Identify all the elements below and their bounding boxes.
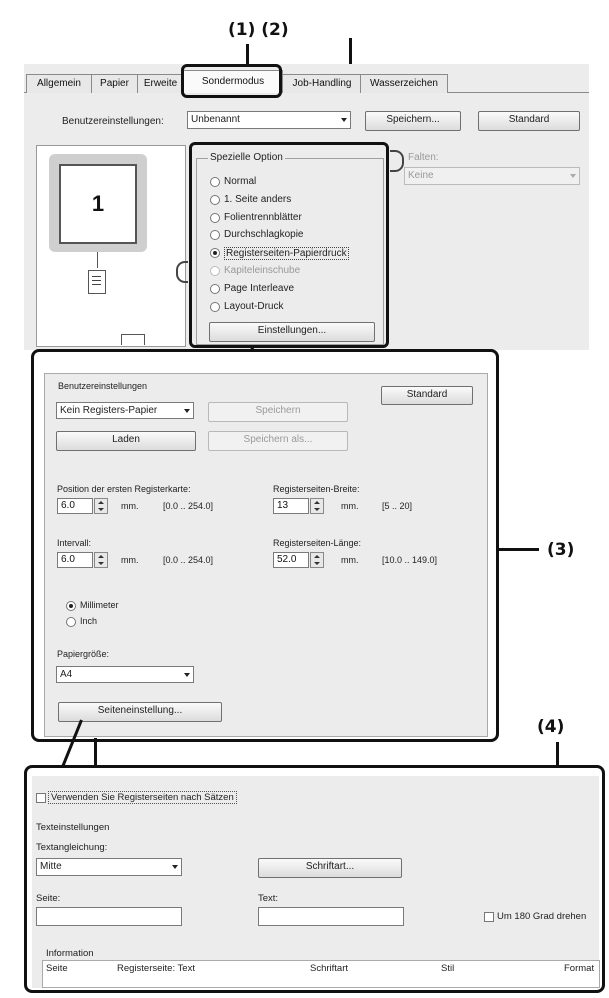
- paper-size-value: A4: [60, 669, 73, 680]
- tab-width-label: Registerseiten-Breite:: [273, 484, 360, 494]
- col-stil: Stil: [441, 963, 455, 974]
- arrow-to-kapitel: [176, 261, 188, 283]
- unit-millimeter-radio[interactable]: [66, 601, 76, 611]
- font-button[interactable]: Schriftart...: [258, 858, 402, 878]
- callout-1-2: (1) (2): [228, 20, 289, 40]
- option-chapter-inserts-radio: [210, 266, 220, 276]
- information-label: Information: [46, 948, 94, 959]
- callout-4: (4): [537, 717, 565, 737]
- rotate-label: Um 180 Grad drehen: [497, 911, 587, 922]
- paper-size-label: Papiergröße:: [57, 649, 110, 659]
- unit-inch-label: Inch: [80, 616, 98, 626]
- top-standard-button[interactable]: Standard: [478, 111, 580, 131]
- tab-standard-button[interactable]: Standard: [381, 386, 473, 405]
- text-settings-heading: Texteinstellungen: [36, 822, 110, 833]
- page-preview-sheet: [59, 164, 137, 244]
- tab-sondermodus[interactable]: Sondermodus: [183, 70, 283, 93]
- document-icon: [88, 270, 106, 294]
- interval-value: 6.0: [61, 554, 75, 565]
- first-tab-position-spinner[interactable]: [94, 498, 108, 514]
- callout-line-3: [499, 548, 539, 551]
- tab-wasserzeichen[interactable]: Wasserzeichen: [360, 74, 448, 93]
- option-transparency-separator-radio[interactable]: [210, 213, 220, 223]
- option-first-page-different-label: 1. Seite anders: [224, 193, 292, 205]
- tab-preset-label: Benutzereinstellungen: [58, 381, 148, 391]
- tab-save-as-button: Speichern als...: [208, 431, 348, 451]
- use-sets-checkbox[interactable]: [36, 793, 46, 803]
- option-layout-print-label: Layout-Druck: [224, 300, 284, 312]
- special-option-title: Spezielle Option: [210, 152, 283, 163]
- fold-value: Keine: [408, 170, 434, 181]
- tab-width-unit: mm.: [341, 501, 359, 511]
- tab-width-spinner[interactable]: [310, 498, 324, 514]
- tab-erweitert[interactable]: Erweite: [137, 74, 184, 93]
- fold-combo: [404, 167, 580, 185]
- interval-range: [0.0 .. 254.0]: [163, 555, 214, 565]
- tab-preset-combo[interactable]: [56, 402, 194, 419]
- tab-length-label: Registerseiten-Länge:: [273, 538, 362, 548]
- unit-millimeter-label: Millimeter: [80, 600, 119, 610]
- interval-label: Intervall:: [57, 538, 92, 548]
- tab-width-value: 13: [277, 500, 289, 511]
- paper-size-combo[interactable]: [56, 666, 194, 683]
- option-chapter-inserts-label: Kapiteleinschube: [224, 265, 301, 276]
- tab-preset-value: Kein Registers-Papier: [60, 405, 158, 416]
- text-label: Text:: [258, 893, 279, 904]
- top-save-button[interactable]: Speichern...: [365, 111, 461, 131]
- option-transparency-separator-label: Folientrennblätter: [224, 211, 302, 223]
- top-preset-value: Unbenannt: [191, 114, 240, 125]
- page-preview-number: 1: [91, 191, 105, 216]
- col-schriftart: Schriftart: [310, 963, 349, 974]
- text-input[interactable]: [258, 907, 404, 926]
- tab-length-field[interactable]: [273, 552, 309, 568]
- first-tab-position-unit: mm.: [121, 501, 139, 511]
- tab-width-field[interactable]: [273, 498, 309, 514]
- tab-job-handling[interactable]: Job-Handling: [282, 74, 362, 93]
- tab-length-spinner[interactable]: [310, 552, 324, 568]
- sondermodus-tab-highlight: [181, 64, 282, 98]
- tab-width-range: [5 .. 20]: [382, 501, 413, 511]
- first-tab-position-field[interactable]: [57, 498, 93, 514]
- tab-load-button[interactable]: Laden: [56, 431, 196, 451]
- stapler-icon: [121, 334, 145, 345]
- option-normal-label: Normal: [224, 176, 257, 187]
- stack-connector: [97, 252, 98, 268]
- interval-spinner[interactable]: [94, 552, 108, 568]
- col-registerseite-text: Registerseite: Text: [117, 963, 195, 974]
- page-label: Seite:: [36, 893, 61, 904]
- first-tab-position-label: Position der ersten Registerkarte:: [57, 484, 191, 494]
- tab-length-unit: mm.: [341, 555, 359, 565]
- callout-3: (3): [547, 540, 575, 560]
- col-format: Format: [564, 963, 595, 974]
- option-page-interleave-radio[interactable]: [210, 284, 220, 294]
- tab-length-range: [10.0 .. 149.0]: [382, 555, 438, 565]
- option-first-page-different-radio[interactable]: [210, 195, 220, 205]
- callout-connector-4b: [94, 738, 97, 766]
- text-align-value: Mitte: [40, 861, 62, 872]
- settings-button[interactable]: Einstellungen...: [209, 322, 375, 342]
- top-preset-combo[interactable]: [187, 111, 351, 129]
- first-tab-position-range: [0.0 .. 254.0]: [163, 501, 214, 511]
- option-page-interleave-label: Page Interleave: [224, 282, 295, 294]
- top-preset-label: Benutzereinstellungen:: [62, 116, 164, 127]
- page-settings-dialog: [32, 776, 599, 988]
- rotate-checkbox[interactable]: [484, 912, 494, 922]
- text-align-label: Textangleichung:: [36, 842, 108, 853]
- option-layout-print-radio[interactable]: [210, 302, 220, 312]
- tab-allgemein[interactable]: Allgemein: [26, 74, 92, 93]
- unit-inch-radio[interactable]: [66, 617, 76, 627]
- option-normal-radio[interactable]: [210, 177, 220, 187]
- interval-unit: mm.: [121, 555, 139, 565]
- arrow-to-falten: [390, 150, 404, 172]
- tab-length-value: 52.0: [277, 554, 297, 565]
- col-seite: Seite: [46, 963, 68, 974]
- text-align-combo[interactable]: [36, 858, 182, 876]
- option-carbon-copy-label: Durchschlagkopie: [224, 229, 304, 241]
- callout-line-tab: [246, 44, 249, 64]
- first-tab-position-value: 6.0: [61, 500, 75, 511]
- page-preview-frame: [49, 154, 147, 252]
- tab-save-button: Speichern: [208, 402, 348, 422]
- option-tab-paper-print-label: Registerseiten-Papierdruck: [226, 248, 347, 260]
- interval-field[interactable]: [57, 552, 93, 568]
- page-setup-button[interactable]: Seiteneinstellung...: [58, 702, 222, 722]
- tab-papier[interactable]: Papier: [91, 74, 138, 93]
- fold-label: Falten:: [408, 152, 439, 163]
- use-sets-label: Verwenden Sie Registerseiten nach Sätzen: [48, 791, 237, 804]
- page-input[interactable]: [36, 907, 182, 926]
